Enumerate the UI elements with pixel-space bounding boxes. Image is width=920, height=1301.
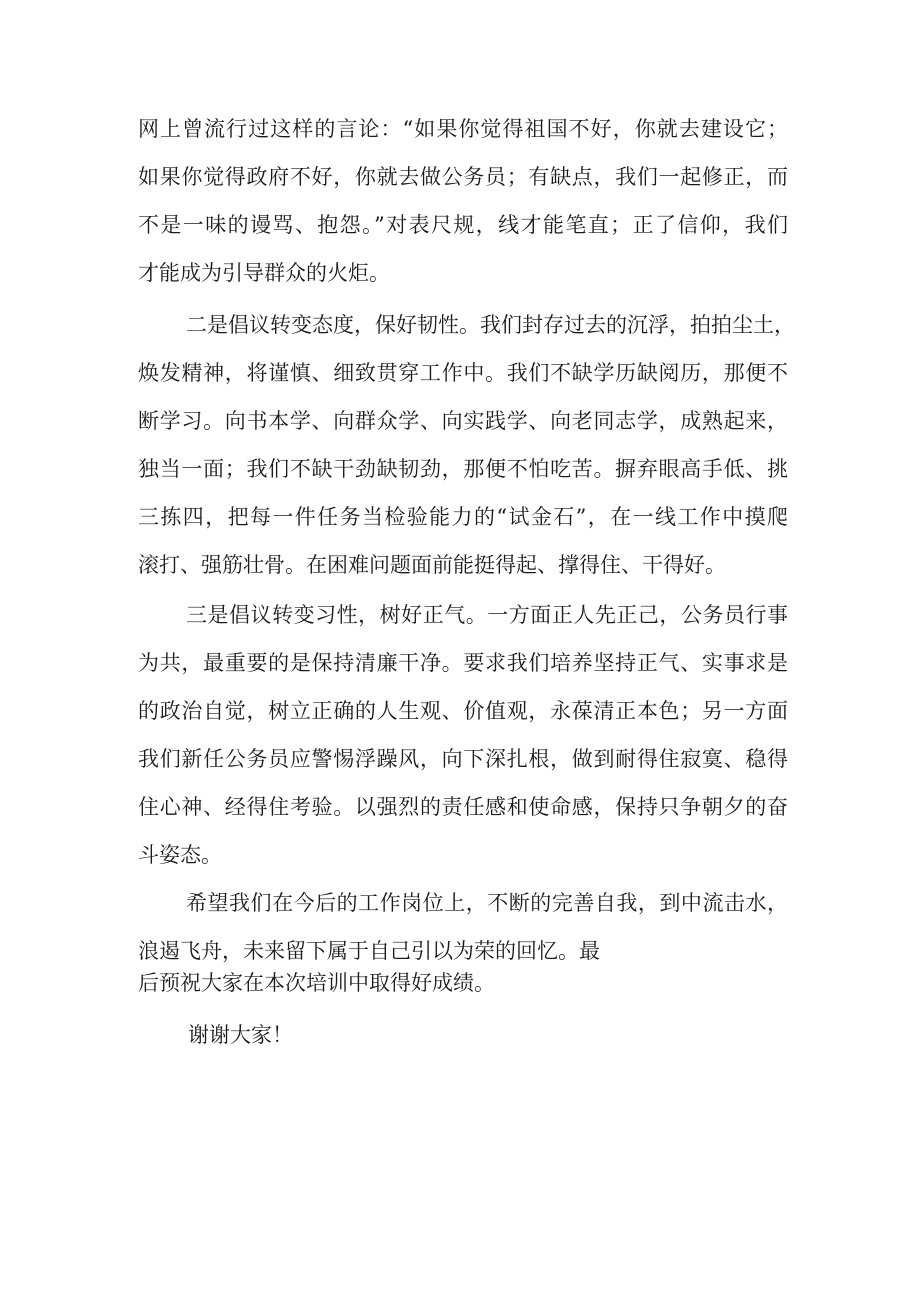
paragraph-2-line-1: 二是倡议转变态度，保好韧性。我们封存过去的沉浮，拍拍尘土，	[186, 313, 795, 337]
paragraph-4-line-3: 后预祝大家在本次培训中取得好成绩。	[138, 971, 495, 995]
paragraph-3-line-1: 三是倡议转变习性，树好正气。一方面正人先正己，公务员行事	[186, 603, 788, 627]
paragraph-1-line-1: 网上曾流行过这样的言论：“如果你觉得祖国不好，你就去建设它；	[138, 117, 788, 141]
paragraph-3-line-3: 的政治自觉，树立正确的人生观、价值观，永葆清正本色；另一方面	[138, 699, 788, 723]
paragraph-2-line-2: 焕发精神，将谨慎、细致贯穿工作中。我们不缺学历缺阅历，那便不	[138, 361, 788, 385]
paragraph-2-line-5: 三拣四，把每一件任务当检验能力的“试金石”，在一线工作中摸爬	[138, 505, 788, 529]
paragraph-4-line-1: 希望我们在今后的工作岗位上，不断的完善自我，到中流击水，	[186, 891, 788, 915]
paragraph-1-line-4: 才能成为引导群众的火炬。	[138, 261, 390, 285]
paragraph-2-line-4: 独当一面；我们不缺干劲缺韧劲，那便不怕吃苦。摒弃眼高手低、挑	[138, 457, 788, 481]
paragraph-2-line-3: 断学习。向书本学、向群众学、向实践学、向老同志学，成熟起来，	[138, 409, 788, 433]
paragraph-3-line-2: 为共，最重要的是保持清廉干净。要求我们培养坚持正气、实事求是	[138, 651, 788, 675]
paragraph-1-line-3: 不是一味的谩骂、抱怨。”对表尺规，线才能笔直；正了信仰，我们	[138, 213, 788, 237]
paragraph-3-line-4: 我们新任公务员应警惕浮躁风，向下深扎根，做到耐得住寂寞、稳得	[138, 747, 788, 771]
paragraph-3-line-5: 住心神、经得住考验。以强烈的责任感和使命感，保持只争朝夕的奋	[138, 795, 788, 819]
paragraph-2-line-6: 滚打、强筋壮骨。在困难问题面前能挺得起、撑得住、干得好。	[138, 553, 726, 577]
paragraph-4-line-2: 浪遏飞舟，未来留下属于自己引以为荣的回忆。最	[138, 939, 600, 963]
paragraph-3-line-6: 斗姿态。	[138, 843, 222, 867]
closing-thanks: 谢谢大家！	[188, 1023, 293, 1047]
paragraph-1-line-2: 如果你觉得政府不好，你就去做公务员；有缺点，我们一起修正，而	[138, 165, 788, 189]
